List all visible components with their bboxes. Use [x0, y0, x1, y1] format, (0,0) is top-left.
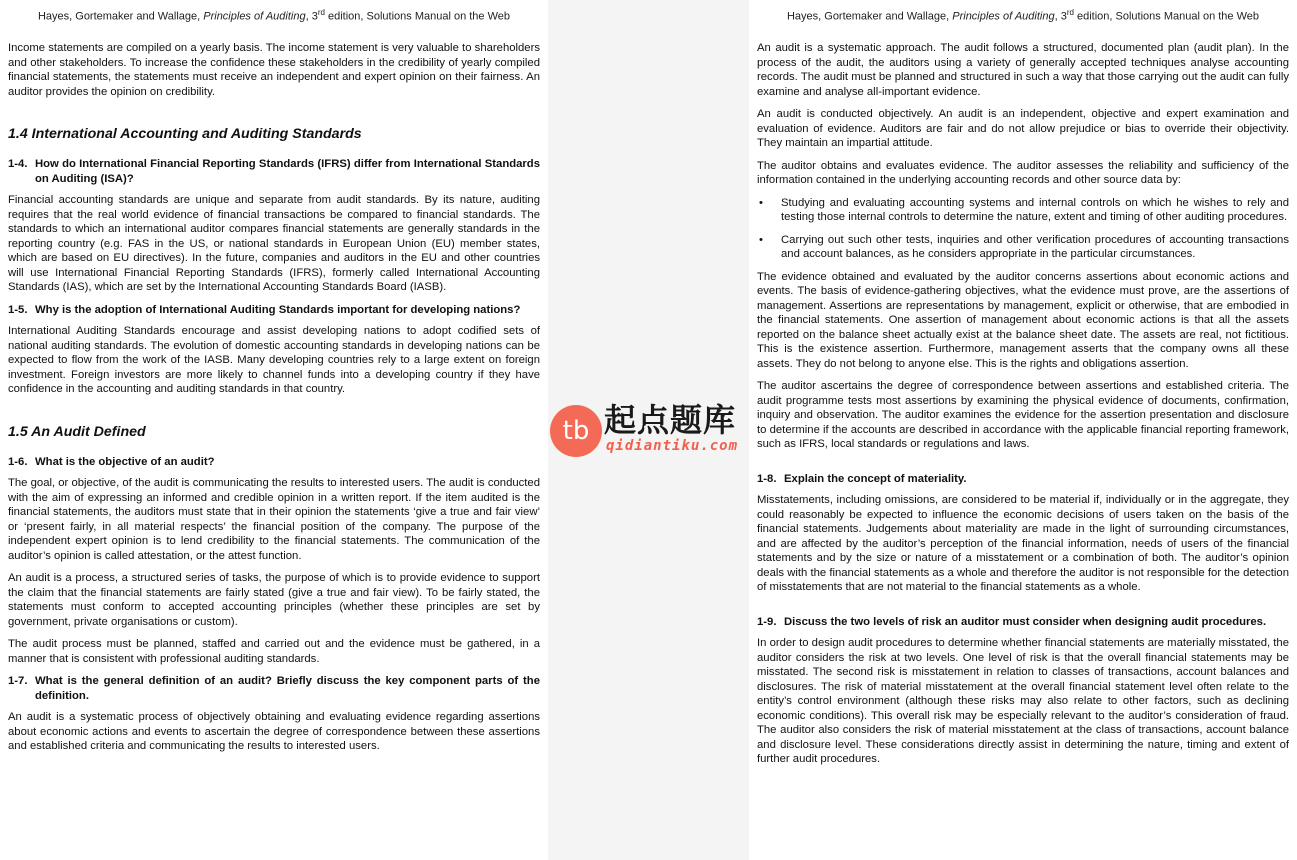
question-1-6: [8, 455, 540, 470]
page-header: [0, 6, 548, 24]
list-item-text: Carrying out such other tests, inquiries and other verification procedures of accounting transactions and account balances, as he considers appropriate in the particular circumstances.: [781, 233, 1289, 260]
header-authors: Hayes, Gortemaker and Wallage,: [786, 10, 953, 23]
answer-1-7: An audit is a systematic process of objectively obtaining and evaluating evidence regarding assertions about economic actions and events to ascertain the degree of correspondence between these assertions and established criteria and communicating the results to interested users.: [8, 711, 540, 752]
header-edition-suffix: rd: [317, 8, 325, 17]
right-page-content: [757, 41, 1289, 775]
bullet-glyph: •: [759, 233, 763, 246]
header-edition-text: edition, Solutions Manual on the Web: [324, 10, 511, 23]
paragraph-objective: An audit is conducted objectively. An audit is an independent, objective and expert examination and evaluation of evidence. Auditors are fair and do not allow prejudice or bias to override their objectivity. They maintain an impartial attitude.: [757, 108, 1289, 149]
question-1-9: [757, 615, 1289, 630]
list-item-text: Studying and evaluating accounting systems and internal controls on which he wishes to rely and testing those internal controls to determine the nature, extent and timing of other auditing procedures.: [781, 196, 1289, 223]
question-number: 1-6.: [8, 455, 28, 468]
question-text: What is the general definition of an audit? Briefly discuss the key component parts of the definition.: [35, 675, 540, 702]
spacer: [757, 603, 1289, 615]
question-1-8: [757, 472, 1289, 487]
left-page: [0, 0, 548, 860]
spacer: [757, 460, 1289, 472]
paragraph-correspondence: The auditor ascertains the degree of correspondence between assertions and established criteria. The audit programme tests most assertions by examining the physical evidence of documents, confirmation, inquiry and observation. The auditor examines the evidence for the assertion presentation and disclosure to determine if the accounts are described in accordance with the applicable financial reporting framework, such as IFRS, local standards or regulations and laws.: [757, 380, 1289, 450]
paragraph-assertions: The evidence obtained and evaluated by the auditor concerns assertions about economic actions and events. The basis of evidence-gathering objectives, what the evidence must prove, are the assertions of management. Assertions are representations by management, explicit or otherwise, that are embodied in the financial statements. One assertion of management about economic actions is that all the assets reported on the balance sheet actually exist at the balance sheet date. The assets are real, not fictitious. This is the existence assertion. Furthermore, management asserts that the company owns all these assets. They do not belong to anyone else. This is the rights and obligations assertion.: [757, 270, 1289, 370]
header-authors: Hayes, Gortemaker and Wallage,: [37, 10, 204, 23]
left-page-content: [8, 41, 540, 762]
paragraph-evidence: The auditor obtains and evaluates evidence. The auditor assesses the reliability and sufficiency of the information contained in the underlying accounting records and other source data by:: [757, 159, 1289, 186]
header-book-title: Principles of Auditing: [203, 10, 306, 23]
question-number: 1-8.: [757, 472, 777, 485]
watermark-brand: 起点题库: [604, 401, 737, 439]
tb-logo-icon: tb: [550, 405, 602, 457]
answer-1-6-paragraph-1: The goal, or objective, of the audit is communicating the results to interested users. The audit is conducted with the aim of expressing an informed and credible opinion in a written report. If the item audited is the financial statements, the auditors must state that in their opinion the statements ‘give a true and fair view’ or ‘present fairly, in all material respects’ the financial position of the company. The purpose of the independent expert opinion is to lend credibility to the financial statements. The communication of the auditor’s opinion is called attestation, or the attest function.: [8, 477, 540, 562]
question-number: 1-9.: [757, 615, 777, 628]
question-number: 1-7.: [8, 675, 28, 687]
section-heading-1-4: 1.4 International Accounting and Auditing Standards: [8, 126, 362, 142]
question-text: How do International Financial Reporting Standards (IFRS) differ from International Standards on Auditing (ISA)?: [35, 158, 540, 185]
answer-1-9: In order to design audit procedures to determine whether financial statements are materially misstated, the auditor considers the risk at two levels. One level of risk is that the overall financial statements may be misstated. The second risk is misstatement in relation to classes of transactions, account balances and disclosures. The risk of material misstatement at the overall financial statement level often relate to the entity’s control environment (although these risks may also relate to other factors, such as declining economic conditions). This overall risk may be especially relevant to the auditor’s consideration of fraud. The auditor also considers the risk of material misstatement at the class of transactions, account balance and disclosure level. These considerations directly assist in determining the nature, timing and extent of further audit procedures.: [757, 637, 1289, 765]
answer-1-6-paragraph-3: The audit process must be planned, staffed and carried out and the evidence must be gathered, in a manner that is consistent with professional auditing standards.: [8, 638, 540, 665]
answer-1-5: International Auditing Standards encourage and assist developing nations to adopt codified sets of national auditing standards. The evolution of domestic accounting standards in developing nations can be expected to flow from the work of the IASB. Many developing countries rely to a large extent on foreign investment. Foreign investors are more likely to channel funds into a developing country if they have confidence in the accounting and auditing standards in that country.: [8, 325, 540, 395]
question-1-7: [8, 674, 540, 703]
header-edition-text: edition, Solutions Manual on the Web: [1073, 10, 1260, 23]
watermark-url: qidiantiku.com: [606, 438, 739, 454]
page-header: [749, 6, 1297, 24]
question-1-5: [8, 303, 540, 318]
answer-1-4: Financial accounting standards are unique and separate from audit standards. By its nature, auditing requires that the real world evidence of financial transactions be compared to financial standards. The standards to which an international auditor compares financial statements are generally standards in the reporting country (e.g. FAS in the US, or national standards in European Union (EU) member states, which are based on EU directives). In the future, companies and auditors in the EU and other countries will use International Financial Reporting Standards (IFRS), formerly called International Accounting Standards (IAS), which are set by the International Accounting Standards Board (IASB).: [8, 194, 540, 293]
question-text: Explain the concept of materiality.: [784, 472, 967, 485]
answer-1-6-paragraph-2: An audit is a process, a structured series of tasks, the purpose of which is to provide evidence to support the claim that the financial statements are fairly stated (give a true and fair view). To be fairly stated, the statements must conform to accepted accounting principles (whether these principles are set by government, private organisations or custom).: [8, 572, 540, 628]
header-book-title: Principles of Auditing: [952, 10, 1055, 23]
right-page: [749, 0, 1297, 860]
list-item: [757, 233, 1289, 262]
question-text: Discuss the two levels of risk an auditor must consider when designing audit procedures.: [784, 615, 1267, 628]
answer-1-8: Misstatements, including omissions, are considered to be material if, individually or in the aggregate, they could reasonably be expected to influence the economic decisions of users taken on the basis of the financial statements. Judgements about materiality are made in the light of surrounding circumstances, and are affected by the auditor’s perception of the financial information, needs of users of the financial statements and by the size or nature of a misstatement or a combination of both. The auditor’s opinion deals with the financial statements as a whole and therefore the auditor is not responsible for the detection of misstatements that are not material to the financial statements as a whole.: [757, 494, 1289, 593]
intro-paragraph: Income statements are compiled on a yearly basis. The income statement is very valuable to shareholders and other stakeholders. To increase the confidence these stakeholders in the credibility of yearly compiled financial statements, the statements must receive an independent and expert opinion on their fairness. An auditor provides the opinion on credibility.: [8, 42, 540, 98]
question-number: 1-5.: [8, 303, 28, 316]
question-1-4: [8, 157, 540, 186]
question-number: 1-4.: [8, 158, 28, 170]
watermark-logo: [548, 396, 749, 466]
section-heading-1-5: 1.5 An Audit Defined: [8, 423, 146, 440]
list-item: [757, 196, 1289, 225]
header-edition-number: , 3: [1054, 10, 1067, 23]
paragraph-systematic: An audit is a systematic approach. The audit follows a structured, documented plan (audit plan). In the process of the audit, the auditors using a variety of generally accepted techniques analyse accounting records. The audit must be planned and structured in such a way that those carrying out the audit can fully examine and analyse all-important evidence.: [757, 42, 1289, 98]
header-edition-number: , 3: [305, 10, 318, 23]
bullet-glyph: •: [759, 196, 763, 209]
question-text: Why is the adoption of International Auditing Standards important for developing nations?: [35, 303, 521, 316]
evidence-bullet-list: [757, 196, 1289, 262]
question-text: What is the objective of an audit?: [35, 455, 215, 468]
header-edition-suffix: rd: [1066, 8, 1074, 17]
